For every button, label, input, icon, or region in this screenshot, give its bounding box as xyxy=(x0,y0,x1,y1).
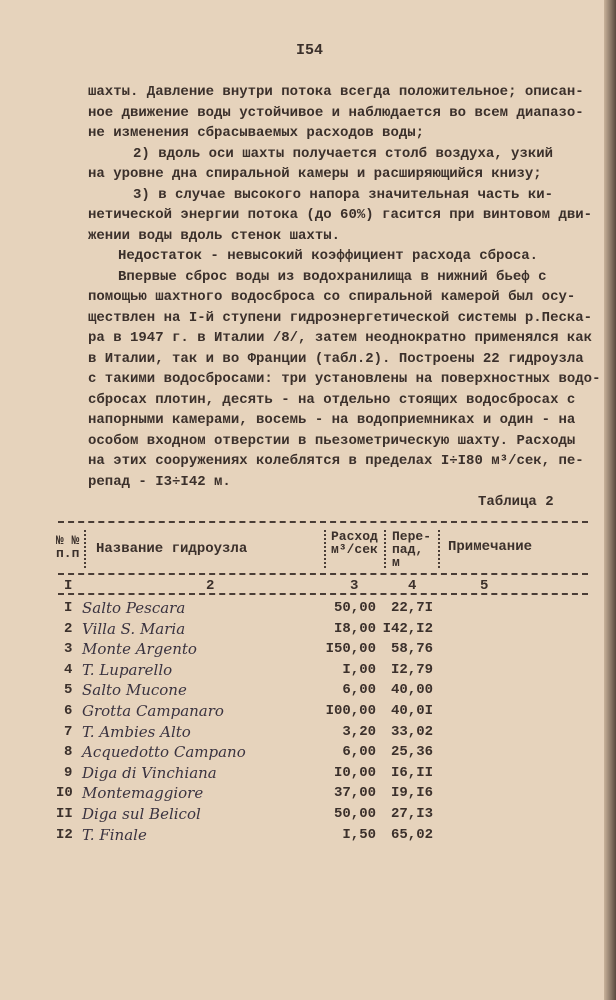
text-line: особом входном отверстии в пьезометрическую шахту. Расходы xyxy=(88,432,576,449)
text-line: нетической энергии потока (до 60%) гасится при винтовом дви- xyxy=(88,207,593,223)
text-line: 2) вдоль оси шахты получается столб воздуха, узкий xyxy=(133,145,554,162)
station-name: T. Luparello xyxy=(82,660,173,679)
row-number: I0 xyxy=(56,785,73,802)
station-name: Salto Mucone xyxy=(82,681,187,700)
page-edge-shadow xyxy=(604,0,616,1000)
table-caption: Таблица 2 xyxy=(478,494,554,510)
text-line: ществлен на I-й ступени гидроэнергетической системы р.Песка- xyxy=(88,309,593,326)
text-line: помощью шахтного водосброса со спиральной камерой был осу- xyxy=(88,289,576,305)
flow-value: 6,00 xyxy=(342,682,376,699)
flow-value: 50,00 xyxy=(333,600,376,616)
text-line: с такими водосбросами: три установлены на поверхностных водо- xyxy=(88,371,601,387)
head-value: 40,0I xyxy=(390,703,433,719)
text-line: сбросах плотин, десять - на отдельно стоящих водосбросах с xyxy=(88,391,576,408)
text-line: 3) в случае высокого напора значительная часть ки- xyxy=(133,186,554,203)
row-number: II xyxy=(56,806,73,822)
flow-value: I,00 xyxy=(342,661,376,678)
row-number: 5 xyxy=(64,682,73,699)
column-separator xyxy=(84,530,86,568)
header-bottom-rule xyxy=(58,573,588,575)
row-number: 9 xyxy=(64,764,73,781)
page-number: I54 xyxy=(296,42,324,59)
flow-value: I8,00 xyxy=(333,620,376,637)
head-value: I2,79 xyxy=(390,661,433,678)
head-value: 22,7I xyxy=(390,600,433,616)
text-line: не изменения сбрасываемых расходов воды; xyxy=(88,125,425,141)
station-name: T. Ambies Alto xyxy=(82,722,191,741)
text-line: жении воды вдоль стенок шахты. xyxy=(88,227,341,244)
column-number: 2 xyxy=(206,578,215,594)
header-num: № № п.п xyxy=(56,533,80,561)
row-number: 6 xyxy=(64,703,73,719)
column-separator xyxy=(438,530,440,568)
column-number: 4 xyxy=(408,578,417,594)
head-value: 40,00 xyxy=(390,682,433,699)
station-name: T. Finale xyxy=(82,825,147,844)
column-number: 5 xyxy=(480,578,489,594)
row-number: 8 xyxy=(64,744,73,761)
header-note: Примечание xyxy=(448,539,533,555)
flow-value: I50,00 xyxy=(325,641,376,658)
text-line: на уровне дна спиральной камеры и расширяющийся книзу; xyxy=(88,166,542,182)
head-value: I6,II xyxy=(390,764,433,781)
table-top-rule xyxy=(58,521,588,523)
row-number: 4 xyxy=(64,661,73,678)
header-name: Название гидроузла xyxy=(96,541,248,557)
flow-value: 37,00 xyxy=(333,785,376,802)
head-value: I42,I2 xyxy=(382,620,433,637)
row-number: 2 xyxy=(64,620,73,637)
station-name: Grotta Campanaro xyxy=(82,702,224,720)
flow-value: I0,00 xyxy=(333,764,376,781)
text-line: шахты. Давление внутри потока всегда положительное; описан- xyxy=(88,84,584,100)
flow-value: 6,00 xyxy=(342,744,376,761)
head-value: 33,02 xyxy=(390,723,433,740)
text-line: напорными камерами, восемь - на водоприемниках и один - на xyxy=(88,412,576,428)
station-name: Villa S. Maria xyxy=(82,619,186,638)
column-number-rule xyxy=(58,593,588,595)
row-number: 7 xyxy=(64,723,73,740)
station-name: Acquedotto Campano xyxy=(82,743,246,762)
header-flow: Расход м³/сек xyxy=(331,529,378,557)
column-separator xyxy=(384,530,386,568)
text-line: репад - I3÷I42 м. xyxy=(88,473,231,490)
column-number: I xyxy=(64,578,73,594)
row-number: 3 xyxy=(64,641,73,658)
row-number: I xyxy=(64,600,73,616)
head-value: 58,76 xyxy=(390,641,433,658)
text-line: ное движение воды устойчивое и наблюдается во всем диапазо- xyxy=(88,104,584,121)
station-name: Diga sul Belicol xyxy=(82,805,201,823)
station-name: Salto Pescara xyxy=(82,599,186,617)
text-line: на этих сооружениях колеблятся в пределах I÷I80 м³/сек, пе- xyxy=(88,453,584,469)
text-line: в Италии, так и во Франции (табл.2). Построены 22 гидроузла xyxy=(88,350,584,367)
column-number: 3 xyxy=(350,578,359,594)
flow-value: I,50 xyxy=(342,826,376,843)
flow-value: 3,20 xyxy=(342,723,376,740)
column-separator xyxy=(324,530,326,568)
head-value: 65,02 xyxy=(390,826,433,843)
text-line: Недостаток - невысокий коэффициент расхода сброса. xyxy=(118,248,539,264)
head-value: I9,I6 xyxy=(390,785,433,802)
station-name: Montemaggiore xyxy=(82,784,204,803)
header-head: Пере- пад, м xyxy=(392,529,432,570)
text-line: ра в 1947 г. в Италии /8/, затем неоднократно применялся как xyxy=(88,330,593,346)
flow-value: 50,00 xyxy=(333,806,376,822)
station-name: Monte Argento xyxy=(82,640,197,659)
head-value: 25,36 xyxy=(390,744,433,761)
flow-value: I00,00 xyxy=(325,703,376,719)
head-value: 27,I3 xyxy=(390,806,433,822)
row-number: I2 xyxy=(56,826,73,843)
station-name: Diga di Vinchiana xyxy=(82,763,217,782)
text-line: Впервые сброс воды из водохранилища в нижний бьеф с xyxy=(118,268,547,285)
